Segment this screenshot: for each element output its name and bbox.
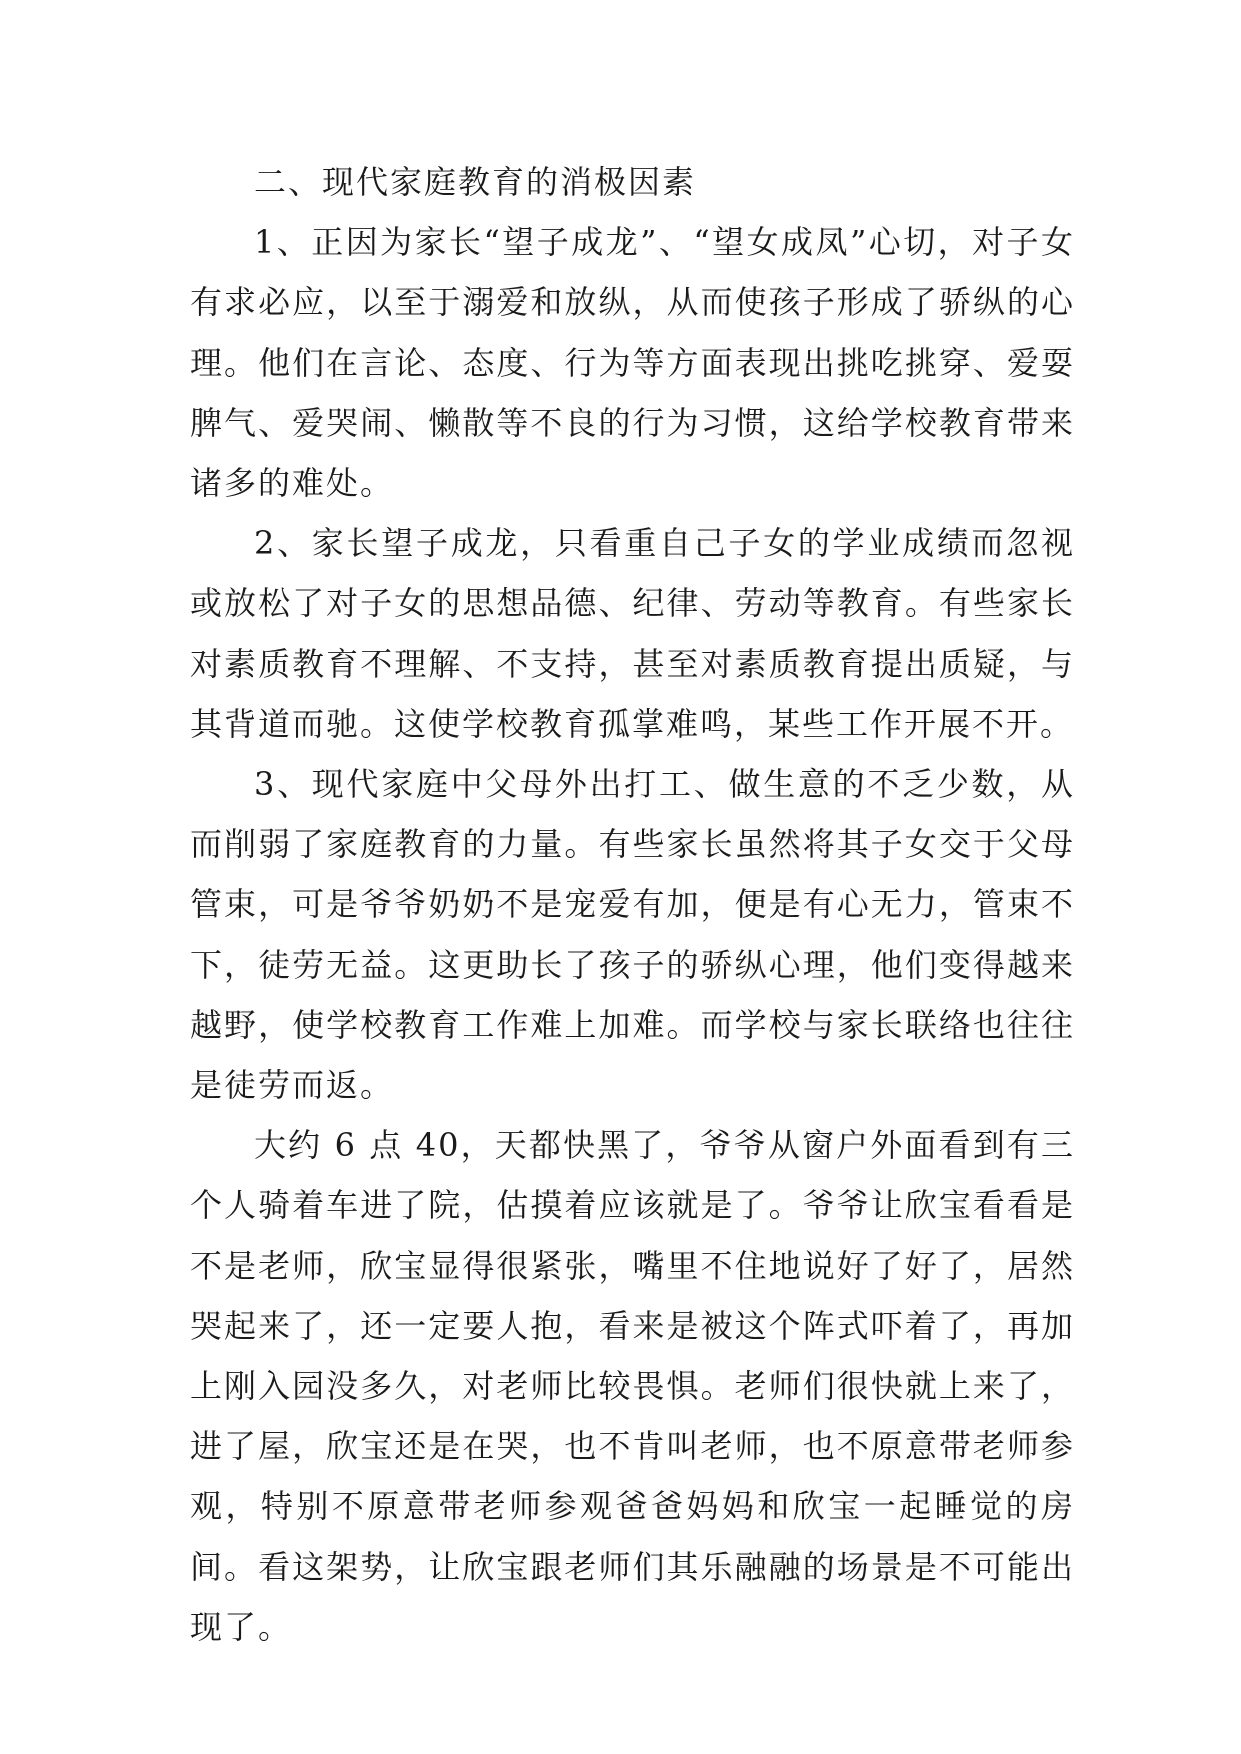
paragraph-2: 2、家长望子成龙，只看重自己子女的学业成绩而忽视或放松了对子女的思想品德、纪律、劳动等教育。有些家长对素质教育不理解、不支持，甚至对素质教育提出质疑，与其背道而驰。这使学校教育孤掌难鸣，某些工作开展不开。 bbox=[190, 524, 1075, 743]
paragraph-3: 3、现代家庭中父母外出打工、做生意的不乏少数，从而削弱了家庭教育的力量。有些家长虽然将其子女交于父母管束，可是爷爷奶奶不是宠爱有加，便是有心无力，管束不下，徒劳无益。这更助长了孩子的骄纵心理，他们变得越来越野，使学校教育工作难上加难。而学校与家长联络也往往是徒劳而返。 bbox=[190, 765, 1075, 1105]
document-body bbox=[190, 152, 1075, 1657]
section-heading: 二、现代家庭教育的消极因素 bbox=[254, 163, 697, 201]
paragraph-4: 大约 6 点 40，天都快黑了，爷爷从窗户外面看到有三个人骑着车进了院，估摸着应该就是了。爷爷让欣宝看看是不是老师，欣宝显得很紧张，嘴里不住地说好了好了，居然哭起来了，还一定要人抱，看来是被这个阵式吓着了，再加上刚入园没多久，对老师比较畏惧。老师们很快就上来了，进了屋，欣宝还是在哭，也不肯叫老师，也不原意带老师参观，特别不原意带老师参观爸爸妈妈和欣宝一起睡觉的房间。看这架势，让欣宝跟老师们其乐融融的场景是不可能出现了。 bbox=[190, 1126, 1075, 1646]
paragraph-1: 1、正因为家长“望子成龙”、“望女成凤”心切，对子女有求必应，以至于溺爱和放纵，从而使孩子形成了骄纵的心理。他们在言论、态度、行为等方面表现出挑吃挑穿、爱耍脾气、爱哭闹、懒散等不良的行为习惯，这给学校教育带来诸多的难处。 bbox=[190, 223, 1075, 503]
